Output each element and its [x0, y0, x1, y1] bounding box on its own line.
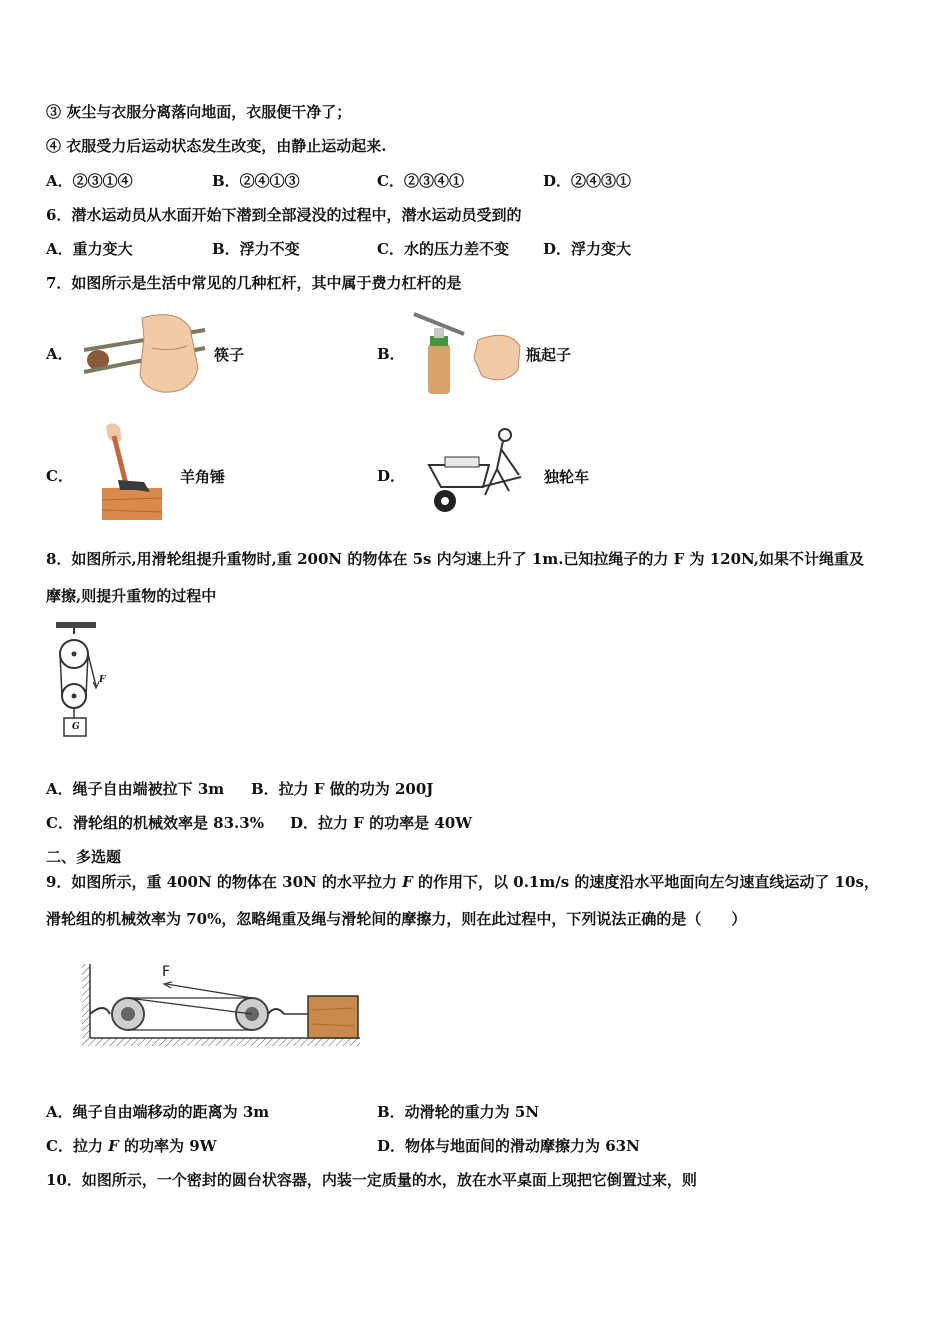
- q9-option-a[interactable]: A．绳子自由端移动的距离为 3m: [46, 1103, 270, 1121]
- q6-option-b[interactable]: B．浮力不变: [212, 240, 300, 258]
- wheelbarrow-figure: [425, 425, 540, 517]
- q9-figure-force-label: F: [162, 964, 171, 980]
- q7-option-d[interactable]: D．: [377, 467, 406, 485]
- claw-hammer-figure: [100, 420, 164, 522]
- q9-option-c-var-f: F: [108, 1137, 119, 1155]
- q9-option-c-part-2: 的功率为 9W: [118, 1137, 217, 1155]
- q5-option-b[interactable]: B．②④①③: [212, 172, 300, 190]
- q9-option-c[interactable]: [46, 1136, 217, 1156]
- q6-option-d[interactable]: D．浮力变大: [543, 240, 632, 258]
- q6-option-c[interactable]: C．水的压力差不变: [377, 240, 509, 258]
- q5-statement-4: ④ 衣服受力后运动状态发生改变，由静止运动起来.: [46, 137, 387, 155]
- q5-option-c[interactable]: C．②③④①: [377, 172, 464, 190]
- q9-stem-line-1: [46, 872, 879, 892]
- q9-option-b[interactable]: B．动滑轮的重力为 5N: [377, 1103, 540, 1121]
- chopsticks-figure: [82, 308, 207, 396]
- q6-option-a[interactable]: A．重力变大: [46, 240, 133, 258]
- q8-figure-weight-label: G: [72, 722, 80, 732]
- q8-figure-force-label: F: [99, 675, 106, 685]
- q7-option-a[interactable]: A．: [46, 345, 73, 363]
- q9-stem-var-f: F: [402, 873, 413, 891]
- q7-stem: 7．如图所示是生活中常见的几种杠杆，其中属于费力杠杆的是: [46, 274, 462, 292]
- q10-stem: 10．如图所示，一个密封的圆台状容器，内装一定质量的水，放在水平桌面上现把它倒置过来，则: [46, 1171, 697, 1189]
- section-2-title: 二、多选题: [46, 848, 122, 866]
- bottle-opener-figure: [408, 310, 523, 396]
- q7-option-b[interactable]: B．: [377, 345, 405, 363]
- q8-option-b[interactable]: B．拉力 F 做的功为 200J: [251, 780, 434, 798]
- q8-option-a[interactable]: A．绳子自由端被拉下 3m: [46, 780, 225, 798]
- pulley-block-horizontal-figure: [80, 962, 362, 1050]
- q9-stem-part-2: 的作用下，以 0.1m/s 的速度沿水平地面向左匀速直线运动了 10s，: [412, 873, 879, 891]
- q9-option-c-part-1: C．拉力: [46, 1137, 109, 1155]
- q9-stem-line-2: 滑轮组的机械效率为 70%，忽略绳重及绳与滑轮间的摩擦力，则在此过程中，下列说法正确的是（ ）: [46, 910, 747, 928]
- q7-option-b-label: 瓶起子: [526, 346, 572, 364]
- q6-stem: 6．潜水运动员从水面开始下潜到全部浸没的过程中，潜水运动员受到的: [46, 206, 522, 224]
- q7-option-c-label: 羊角锤: [180, 468, 226, 486]
- q5-statement-3: ③ 灰尘与衣服分离落向地面，衣服便干净了；: [46, 103, 352, 121]
- q7-option-c[interactable]: C．: [46, 467, 73, 485]
- q7-option-a-label: 筷子: [214, 346, 245, 364]
- q7-option-d-label: 独轮车: [544, 468, 590, 486]
- q8-stem-line-1: 8．如图所示,用滑轮组提升重物时,重 200N 的物体在 5s 内匀速上升了 1m.已知拉绳子的力 F 为 120N,如果不计绳重及: [46, 550, 865, 568]
- q9-option-d[interactable]: D．物体与地面间的滑动摩擦力为 63N: [377, 1137, 640, 1155]
- q8-option-d[interactable]: D．拉力 F 的功率是 40W: [290, 814, 473, 832]
- q5-option-d[interactable]: D．②④③①: [543, 172, 632, 190]
- q5-option-a[interactable]: A．②③①④: [46, 172, 133, 190]
- q8-option-c[interactable]: C．滑轮组的机械效率是 83.3%: [46, 814, 264, 832]
- q9-stem-part-1: 9．如图所示，重 400N 的物体在 30N 的水平拉力: [46, 873, 403, 891]
- q8-stem-line-2: 摩擦,则提升重物的过程中: [46, 587, 217, 605]
